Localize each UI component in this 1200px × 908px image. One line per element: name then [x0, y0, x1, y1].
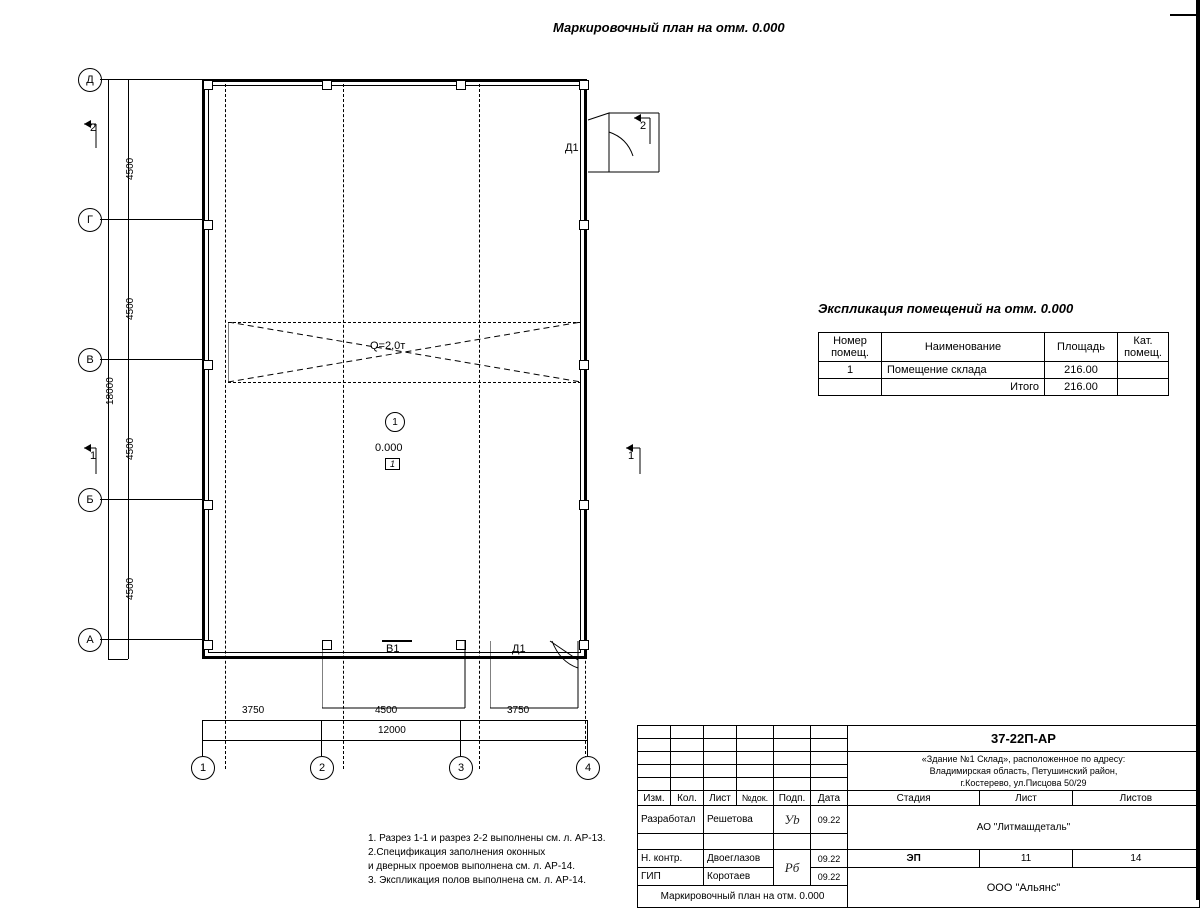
axis-stem	[460, 740, 461, 756]
table-total-row	[819, 379, 1169, 396]
level-sheet-box: 1	[385, 458, 400, 470]
dim-tick	[108, 219, 128, 220]
column-mark	[322, 80, 332, 90]
note-4: 3. Экспликация полов выполнена см. л. АР-14.	[368, 875, 587, 886]
level-elevation-label: 0.000	[375, 442, 403, 454]
cell-room-number: 1	[819, 362, 882, 379]
cell-room-category	[1118, 362, 1169, 379]
axis-circle-g: Г	[78, 208, 102, 232]
section-label-1-left: 1	[90, 450, 97, 462]
dim-horizontal-2: 4500	[375, 705, 398, 716]
header-area: Площадь	[1045, 333, 1118, 362]
dim-vertical-1: 4500	[125, 157, 136, 180]
dim-tick	[108, 359, 128, 360]
column-mark	[203, 360, 213, 370]
window-bottom-label: В1	[386, 643, 400, 655]
explication-table	[818, 332, 1169, 396]
plan-title: Маркировочный план на отм. 0.000	[553, 20, 785, 35]
table-row	[819, 362, 1169, 379]
dim-horizontal-1: 3750	[242, 705, 265, 716]
dim-vertical-total: 18000	[105, 377, 116, 405]
note-2: 2.Спецификация заполнения оконных	[368, 847, 546, 858]
axis-circle-a: А	[78, 628, 102, 652]
column-mark	[579, 80, 589, 90]
axis-dashed-line-3	[479, 79, 480, 769]
col-header-podp: Подп.	[774, 791, 811, 806]
dim-chain-vertical-total	[108, 79, 109, 659]
header-category	[1118, 333, 1169, 362]
role-developer: Разработал	[638, 806, 704, 834]
axis-dashed-line-4	[585, 79, 586, 769]
column-mark	[579, 360, 589, 370]
dim-vertical-2: 4500	[125, 297, 136, 320]
object-description	[848, 752, 1200, 791]
column-mark	[203, 220, 213, 230]
axis-line-a	[100, 639, 205, 640]
column-mark	[579, 220, 589, 230]
section-label-2-left: 2	[90, 122, 97, 134]
sheet-border-tick	[1170, 14, 1196, 16]
column-mark	[203, 500, 213, 510]
cell-total-label: Итого	[882, 379, 1045, 396]
cell-total-area: 216.00	[1045, 379, 1118, 396]
title-block	[637, 725, 1200, 900]
dim-horizontal-3: 3750	[507, 705, 530, 716]
door-bottom-label: Д1	[512, 643, 526, 655]
column-mark	[203, 640, 213, 650]
stage-header: Стадия	[848, 791, 980, 806]
header-number	[819, 333, 882, 362]
cell-total-blank	[819, 379, 882, 396]
sheet-header: Лист	[980, 791, 1072, 806]
table-header-row	[819, 333, 1169, 362]
object-line-1: «Здание №1 Склад», расположенное по адресу:	[921, 754, 1126, 764]
dim-chain-horizontal-total	[202, 740, 587, 741]
crane-capacity-label: Q=2,0т	[370, 340, 406, 352]
column-mark	[203, 80, 213, 90]
axis-circle-v: В	[78, 348, 102, 372]
sheet-title: Маркировочный план на отм. 0.000	[638, 886, 848, 908]
signature-controller: Рб	[774, 850, 811, 886]
dim-tick	[108, 659, 128, 660]
door-top-label: Д1	[565, 142, 579, 154]
dim-tick	[321, 720, 322, 740]
note-1: 1. Разрез 1-1 и разрез 2-2 выполнены см. л. АР-13.	[368, 833, 606, 844]
axis-stem	[202, 740, 203, 756]
object-line-2: Владимирская область, Петушинский район,	[929, 766, 1118, 776]
header-category-line2: помещ.	[1124, 347, 1162, 359]
explication-title: Экспликация помещений на отм. 0.000	[818, 301, 1074, 316]
axis-circle-4: 4	[576, 756, 600, 780]
header-name: Наименование	[882, 333, 1045, 362]
dim-horizontal-total: 12000	[378, 725, 406, 736]
header-number-line2: помещ.	[831, 347, 869, 359]
dim-chain-horizontal	[202, 720, 587, 721]
column-mark	[579, 500, 589, 510]
sheets-value: 14	[1072, 850, 1199, 868]
date-gip: 09.22	[811, 868, 848, 886]
cell-total-blank-2	[1118, 379, 1169, 396]
col-header-izm: Изм.	[638, 791, 671, 806]
dim-tick	[108, 79, 128, 80]
header-category-line1: Кат.	[1133, 335, 1153, 347]
sheets-header: Листов	[1072, 791, 1199, 806]
col-header-list: Лист	[704, 791, 737, 806]
cell-room-area: 216.00	[1045, 362, 1118, 379]
sheet-value: 11	[980, 850, 1072, 868]
stage-value: ЭП	[848, 850, 980, 868]
organization-name: АО "Литмашдеталь"	[848, 806, 1200, 850]
crane-zone	[228, 322, 581, 382]
column-mark	[456, 80, 466, 90]
axis-circle-3: 3	[449, 756, 473, 780]
section-arrow-1-right	[622, 442, 652, 483]
role-gip: ГИП	[638, 868, 704, 886]
axis-circle-2: 2	[310, 756, 334, 780]
signature-developer: Уb	[774, 806, 811, 834]
drawing-code: 37-22П-АР	[848, 726, 1200, 752]
dim-tick	[202, 720, 203, 740]
axis-circle-1: 1	[191, 756, 215, 780]
col-header-data: Дата	[811, 791, 848, 806]
company-name: ООО "Альянс"	[848, 868, 1200, 908]
object-line-3: г.Костерево, ул.Писцова 50/29	[960, 778, 1087, 788]
date-developer: 09.22	[811, 806, 848, 834]
dim-vertical-3: 4500	[125, 437, 136, 460]
notes-block	[368, 832, 606, 888]
name-developer: Решетова	[704, 806, 774, 834]
cell-room-name: Помещение склада	[882, 362, 1045, 379]
date-controller: 09.22	[811, 850, 848, 868]
axis-stem	[321, 740, 322, 756]
section-label-1-right: 1	[628, 450, 635, 462]
axis-dashed-line-1	[225, 79, 226, 769]
dim-tick	[460, 720, 461, 740]
dim-tick	[108, 499, 128, 500]
axis-stem	[587, 740, 588, 756]
crane-cross-icon	[228, 322, 581, 382]
level-reference-circle: 1	[385, 412, 405, 432]
header-number-line1: Номер	[833, 335, 867, 347]
section-label-2-right: 2	[640, 120, 647, 132]
axis-circle-b: Б	[78, 488, 102, 512]
section-arrow-2-right	[630, 112, 664, 153]
door-bottom-symbol	[490, 640, 585, 715]
col-header-kol: Кол.	[671, 791, 704, 806]
col-header-ndok: №док.	[737, 791, 774, 806]
dim-vertical-4: 4500	[125, 577, 136, 600]
axis-circle-d: Д	[78, 68, 102, 92]
name-gip: Коротаев	[704, 868, 774, 886]
floor-plan	[60, 60, 680, 780]
name-controller: Двоеглазов	[704, 850, 774, 868]
dim-tick	[587, 720, 588, 740]
note-3: и дверных проемов выполнена см. л. АР-14.	[368, 861, 576, 872]
section-arrow-1-left	[80, 442, 110, 483]
role-controller: Н. контр.	[638, 850, 704, 868]
